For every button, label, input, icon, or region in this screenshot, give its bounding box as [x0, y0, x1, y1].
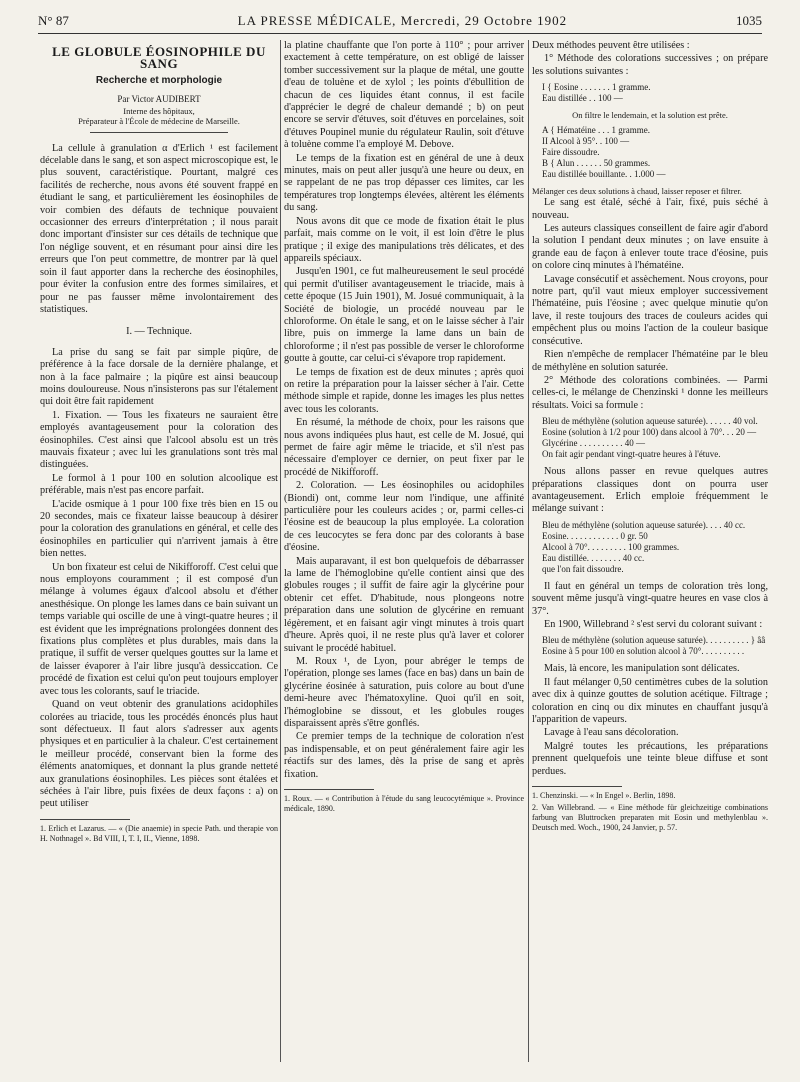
paragraph: la platine chauffante que l'on porte à 110° ; pour arriver exactement à cette température, on est obligé de laisser tomber successivement sur la plaque de métal, une goutte d'eau de toluène et de xylol ; les points d'ébullition de chacun de ces liquides étant connus, il est facile d'apprécier le degré de chaleur demandé ; b) on peut encore se servir d'étuves, soit d'étuves en porcelaines, soit d'étuves Poupinel munie du régulateur Raulin, soit d'étuve à toluène comme l'a employé M. Debove. — [284, 40, 524, 151]
paragraph: Lavage à l'eau sans décoloration. — [544, 727, 679, 739]
paragraph: 1. Fixation. — Tous les fixateurs ne sauraient être employés avantageusement pour la coloration des éosinophiles. C'est ainsi que l'alcool absolu est un très mauvais fixateur ; avec lui les granulations sont très mal distinguées. — [40, 409, 278, 471]
affiliation: Préparateur à l'École de médecine de Marseille. — [78, 115, 240, 126]
paragraph: Ce premier temps de la technique de coloration n'est pas indispensable, et on peut généralement faire agir les réactifs sur des lames, dès la prise de sang et après fixation. — [284, 731, 524, 780]
paragraph: M. Roux ¹, de Lyon, pour abréger le temps de l'opération, plonge ses lames (face en bas) dans un bain de glycérine éosinée à saturation, puis colore au bout d'une demi-heure avec l'hématoxyline. Quoi qu'il en soit, l'hémoglobine se dissout, et les globules rouges disparaissent après s'être gonflés. — [284, 655, 524, 729]
paragraph: Les auteurs classiques conseillent de faire agir d'abord la solution I pendant deux minutes ; on lave ensuite à grande eau de façon à enlever toute trace d'éosine, puis on colore cinq minutes à l'hématéine. — [532, 223, 768, 272]
formula-line: Eosine (solution à 1/2 pour 100) dans alcool à 70°. . . 20 — — [542, 427, 757, 438]
header-rule — [38, 33, 762, 34]
footnote: 1. Erlich et Lazarus. — « (Die anaemie) in specie Path. und therapie von H. Nothnagel ». Bd VIII, I, T. I, II., Vienne, 1898. — [40, 823, 278, 843]
paragraph: Il faut mélanger 0,50 centimètres cubes de la solution avec dix à quinze gouttes de solution acétique. Filtrage ; coloration en cinq ou dix minutes en chauffant jusqu'à l'apparition de vapeurs. — [532, 676, 768, 725]
paragraph: Rien n'empêche de remplacer l'hématéine par le bleu de méthylène en solution saturée. — [532, 349, 768, 373]
formula-note: On filtre le lendemain, et la solution est prête. — [572, 110, 728, 121]
formula-line: Glycérine . . . . . . . . . . 40 — — [542, 438, 645, 449]
column-1 — [40, 40, 278, 845]
paragraph: En résumé, la méthode de choix, pour les raisons que nous avons indiquées plus haut, est celle de M. Josué, qui permet de faire agir même le triacide, et s'il n'est pas nécessaire d'employer ce dernier, on peut fixer par le procédé de Nikifforoff. — [284, 417, 524, 478]
journal-title: LA PRESSE MÉDICALE, Mercredi, 29 Octobre 1902 — [237, 13, 568, 28]
paragraph: L'acide osmique à 1 pour 100 fixe très bien en 15 ou 20 secondes, mais ce fixateur laisse beaucoup à désirer pour la coloration des granulations en général, et celle des éosinophiles en particulier qui n'arrivent jamais à être bien nettes. — [40, 498, 278, 560]
paragraph: La prise du sang se fait par simple piqûre, de préférence à la face dorsale de la dernière phalange, et non à la face palmaire ; la piqûre est ainsi beaucoup moins douloureuse. Nous n'insisterons pas sur l'étalement qui doit être fait rapidement — [40, 346, 278, 408]
formula-line: Eau distillée bouillante. . 1.000 — — [542, 168, 666, 179]
paragraph: Mais auparavant, il est bon quelquefois de débarrasser la lame de l'hémoglobine qu'elle contient ainsi que des globules rouges ; il suffit de faire agir la glycérine pour obtenir cet effet. D'habitude, nous plongeons notre préparation dans une solution de glycérine en remuant légèrement, et en faisant agir vingt minutes à trois quart d'heure. Après quoi, il ne reste plus qu'à laver et colorer suivant le procédé habituel. — [284, 555, 524, 654]
formula-note: Mélanger ces deux solutions à chaud, laisser reposer et filtrer. — [532, 185, 742, 196]
footnote-rule — [40, 819, 130, 820]
formula-line: Faire dissoudre. — [542, 146, 600, 157]
paragraph: Le sang est étalé, séché à l'air, fixé, puis séché à nouveau. — [532, 197, 768, 221]
issue-number: N° 87 — [38, 13, 69, 28]
formula-line: Eau distillée. . . . . . . . 40 cc. — [542, 552, 645, 563]
paragraph: Un bon fixateur est celui de Nikifforoff. C'est celui que nous employons couramment ; il est composé d'un mélange à volumes égaux d'alcool absolu et d'éther anesthésique. On plonge les lames dans ce bain suivant un temps variable qui oscille de une à vingt-quatre heures ; il est évident que les imprégnations prolongées donnent des fixations plus complètes et plus durables, mais dans la pratique, il suffit de verser quelques gouttes sur la lame et de laisser évaporer à l'air libre jusqu'à dessiccation. Ce procédé de fixation est celui qu'on peut toujours employer avec tous les colorants, sauf le triacide. — [40, 561, 278, 697]
paragraph: Deux méthodes peuvent être utilisées : — [532, 40, 690, 51]
paragraph: Le temps de la fixation est en général de une à deux minutes, mais on peut aller jusqu'à une heure ou deux, en se rappelant de ne pas trop dépasser ces limites, car les températures trop longtemps élevées, altèrent les éléments du sang. — [284, 152, 524, 214]
paragraph: Nous allons passer en revue quelques autres préparations classiques dont on pourra user avantageusement. Erlich emploie fréquemment le mélange suivant : — [532, 466, 768, 515]
paragraph: 2. Coloration. — Les éosinophiles ou acidophiles (Biondi) ont, comme leur nom l'indique, une affinité particulière pour les couleurs acides ; or, parmi celles-ci l'éosine est de beaucoup la plus employée. La coloration de ces leucocytes se fera donc par des colorants à base d'éosine. — [284, 480, 524, 554]
footnote: 1. Roux. — « Contribution à l'étude du sang leucocytémique ». Province médicale, 1890. — [284, 793, 524, 813]
formula-line: Eosine. . . . . . . . . . . . 0 gr. 50 — [542, 530, 648, 541]
formula-note: On fait agir pendant vingt-quatre heures à l'étuve. — [542, 449, 721, 460]
formula-line: I { Eosine . . . . . . . 1 gramme. — [542, 82, 651, 93]
formula-line: Bleu de méthylène (solution aqueuse saturée). . . . . . . . . . } ââ — [542, 635, 766, 646]
footnote: 2. Van Willebrand. — « Eine méthode für gleichzeitige combinations farbung van Bluttrocken preparaten mit Eosin und methylenblau ». Deutsch med. Woch., 1900, 24 Janvier, p. 57. — [532, 803, 768, 833]
paragraph: La cellule à granulation α d'Erlich ¹ est facilement décelable dans le sang, et son aspect microscopique est, le plus souvent, caractéristique. Pourtant, malgré ces facilités de recherche, nous avons été souvent frappé en étudiant le sang, et particulièrement les éosinophiles de voir combien des défauts de technique pouvaient occasionner des erreurs d'interprétation ; il nous parait donc important d'insister sur ces détails de technique que l'on néglige souvent, et en résumant pour ainsi dire les erreurs que l'on peut commettre, de montrer par là quel soin il faut apporter dans la recherche des éosinophiles, pour éviter la confusion entre des formes similaires, et pour ne pas fausser même involontairement des statistiques. — [40, 142, 278, 315]
footnote-rule — [284, 789, 374, 790]
column-divider — [280, 40, 281, 1062]
paragraph: Lavage consécutif et assèchement. Nous croyons, pour notre part, qu'il vaut mieux employer successivement l'hématéine, puis l'éosine ; avec quelque minutie qu'on lave, il reste toujours des traces de couleurs acides qui empêchent plus ou moins l'action de la couleur basique consécutive. — [532, 273, 768, 347]
paragraph: Nous avons dit que ce mode de fixation était le plus parfait, mais comme on le voit, il est loin d'être le plus pratique ; il exige des manipulations très délicates, et des appareils spéciaux. — [284, 215, 524, 264]
formula-line: Eau distillée . . 100 — — [542, 93, 623, 104]
title-separator — [90, 132, 228, 133]
formula-willebrand — [542, 635, 768, 657]
paragraph: Il faut en général un temps de coloration très long, souvent même jusqu'à vingt-quatre heures en vase clos à 37°. — [532, 580, 768, 617]
section-heading: I. — Technique. — [126, 326, 192, 338]
formula-line: A { Hématéine . . . 1 gramme. — [542, 124, 651, 135]
paragraph: Jusqu'en 1901, ce fut malheureusement le seul procédé qui permit d'utiliser avantageusement le triacide, mais à cette époque (15 Juin 1901), M. Josué communiquait, à la Société de biologie, un procédé nouveau par le chloroforme. On étale le sang, et on le laisse sécher à l'air libre, puis on immerge la lame dans un bain de chloroforme ; il n'est pas possible de verser le chloroforme goutte à goutte, car celui-ci s'évapore trop rapidement. — [284, 266, 524, 365]
formula-solution-2 — [542, 125, 768, 180]
column-2 — [284, 40, 524, 815]
formula-line: Bleu de méthylène (solution aqueuse saturée). . . . 40 cc. — [542, 519, 746, 530]
footnote-rule — [532, 786, 622, 787]
page-header — [38, 10, 762, 32]
formula-line: Bleu de méthylène (solution aqueuse saturée). . . . . . 40 vol. — [542, 416, 758, 427]
paragraph: Le formol à 1 pour 100 en solution alcoolique est préférable, mais n'est pas encore parfait. — [40, 472, 278, 497]
paragraph: Mais, là encore, les manipulation sont délicates. — [544, 663, 740, 675]
formula-erlich — [542, 520, 768, 575]
paragraph: Le temps de fixation est de deux minutes ; après quoi on retire la préparation pour la laisser sécher à l'air. Cette méthode simple et rapide, donne les images les plus nettes avec tous les colorants. — [284, 366, 524, 415]
paragraph: 2° Méthode des colorations combinées. — Parmi celles-ci, le mélange de Chenzinski ¹ donne les meilleurs résultats. Voici sa formule : — [532, 374, 768, 411]
formula-solution-1 — [542, 82, 768, 104]
article-title: LE GLOBULE ÉOSINOPHILE DU SANG — [52, 44, 266, 72]
formula-line: Alcool à 70°. . . . . . . . . 100 grammes. — [542, 541, 680, 552]
column-3 — [532, 40, 768, 834]
paragraph: Quand on veut obtenir des granulations acidophiles colorées au triacide, tous les procédés énoncés plus haut sont défectueux. Il faut alors s'adresser aux agents physiques et en particulier à la chaleur. C'est certainement le meilleur procédé, conservant bien la forme des éléments anatomiques, et donnant la plus grande netteté aux granulations éosinophiles. Les pièces sont étalées et séchées à l'air libre, puis fixées de deux façons : a) on peut utiliser — [40, 699, 278, 810]
author: Par Victor AUDIBERT — [117, 94, 201, 105]
page-number: 1035 — [736, 13, 762, 28]
paragraph: En 1900, Willebrand ² s'est servi du colorant suivant : — [544, 618, 763, 630]
article-subtitle: Recherche et morphologie — [95, 74, 223, 86]
column-divider — [528, 40, 529, 1062]
affiliation: Interne des hôpitaux, — [123, 105, 195, 116]
paragraph: Malgré toutes les précautions, les préparations prennent quelquefois une teinte bleue diffuse et sont perdues. — [532, 740, 768, 777]
paragraph: 1° Méthode des colorations successives ; on prépare les solutions suivantes : — [532, 53, 768, 77]
formula-line: B { Alun . . . . . . 50 grammes. — [542, 157, 651, 168]
formula-line: II Alcool à 95°. . 100 — — [542, 135, 630, 146]
formula-note: que l'on fait dissoudre. — [542, 563, 624, 574]
formula-chenzinski — [542, 416, 768, 460]
footnote: 1. Chenzinski. — « In Engel ». Berlin, 1898. — [532, 791, 676, 801]
formula-line: Eosine à 5 pour 100 en solution alcool à 70°. . . . . . . . . . — [542, 646, 745, 657]
